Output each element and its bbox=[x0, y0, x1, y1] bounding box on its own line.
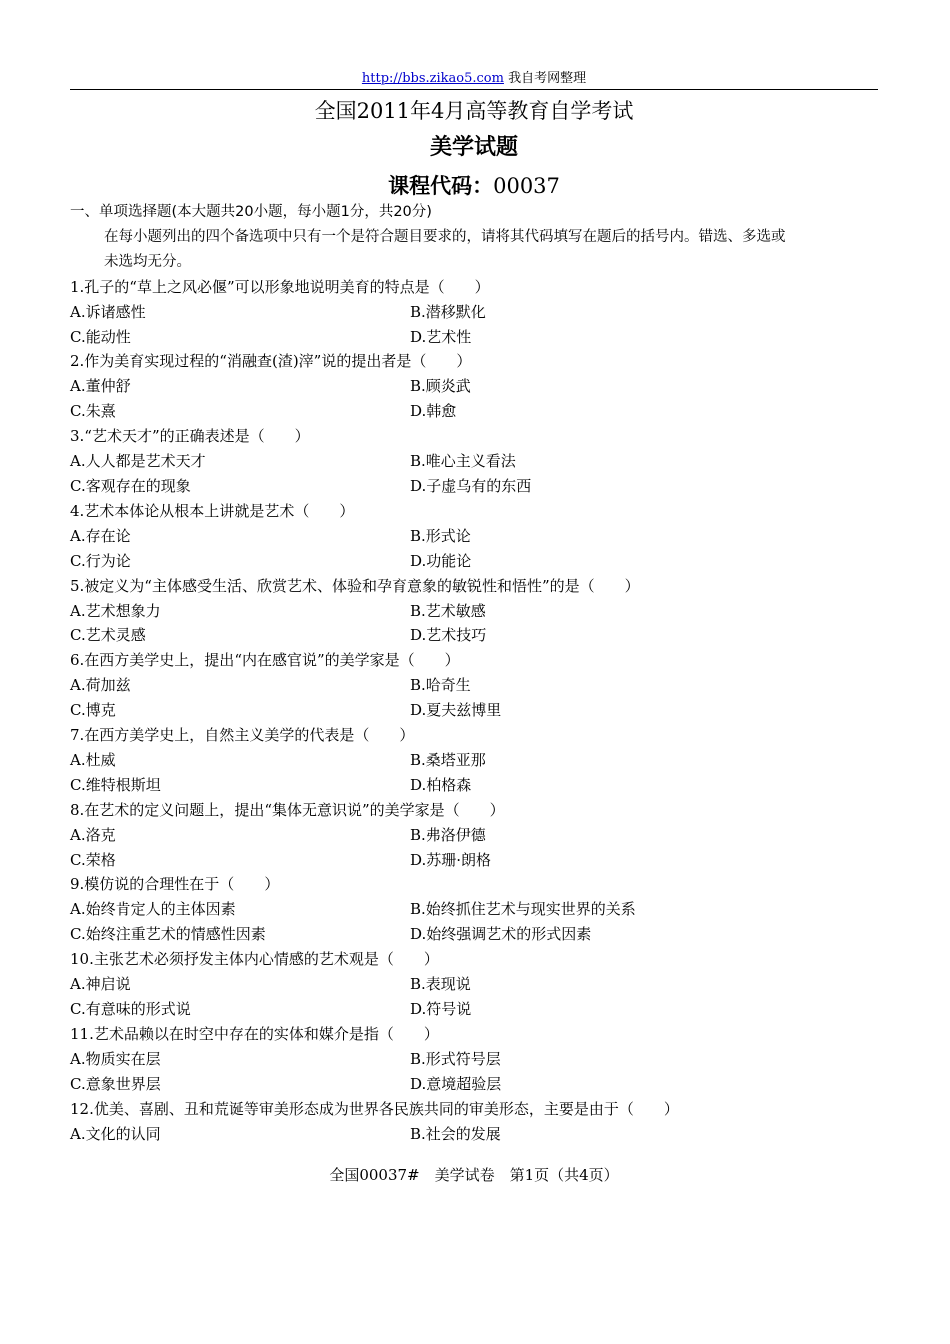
option-a: A.洛克 bbox=[70, 825, 116, 844]
course-code-label: 课程代码： bbox=[388, 174, 494, 198]
option-row bbox=[70, 325, 880, 350]
option-row bbox=[70, 374, 880, 399]
exam-title: 全国2011年4月高等教育自学考试 bbox=[314, 99, 634, 123]
question-section bbox=[70, 200, 880, 1146]
question-stem: 11.艺术品赖以在时空中存在的实体和媒介是指（ ） bbox=[70, 1024, 439, 1043]
option-b: B.哈奇生 bbox=[410, 676, 471, 695]
question-stem: 4.艺术本体论从根本上讲就是艺术（ ） bbox=[70, 501, 355, 520]
option-row bbox=[70, 997, 880, 1022]
option-row bbox=[70, 1047, 880, 1072]
option-row bbox=[70, 549, 880, 574]
option-c: C.朱熹 bbox=[70, 402, 116, 421]
option-c: C.有意味的形式说 bbox=[70, 1000, 191, 1018]
section-instruction-line2: 未选均无分。 bbox=[104, 253, 191, 270]
page-footer: 全国00037# 美学试卷 第1页（共4页） bbox=[329, 1166, 619, 1184]
page-header bbox=[70, 70, 878, 88]
question-stem: 5.被定义为“主体感受生活、欣赏艺术、体验和孕育意象的敏锐性和悟性”的是（ ） bbox=[70, 576, 640, 595]
subject-title: 美学试题 bbox=[429, 135, 518, 160]
option-d: D.艺术性 bbox=[410, 327, 472, 346]
option-a: A.物质实在层 bbox=[70, 1049, 161, 1068]
source-link[interactable]: http://bbs.zikao5.com bbox=[361, 71, 504, 86]
option-row bbox=[70, 524, 880, 549]
option-row bbox=[70, 599, 880, 624]
option-row bbox=[70, 673, 880, 698]
option-c: C.客观存在的现象 bbox=[70, 476, 191, 495]
course-code-value: 00037 bbox=[493, 174, 560, 198]
option-d: D.韩愈 bbox=[410, 402, 457, 421]
option-row bbox=[70, 300, 880, 325]
option-d: D.符号说 bbox=[410, 1000, 472, 1018]
option-b: B.艺术敏感 bbox=[410, 601, 486, 620]
option-c: C.艺术灵感 bbox=[70, 626, 146, 645]
option-a: A.艺术想象力 bbox=[70, 601, 161, 620]
option-c: C.荣格 bbox=[70, 850, 116, 869]
option-a: A.荷加兹 bbox=[70, 676, 131, 695]
option-row bbox=[70, 972, 880, 997]
section-instruction-line1: 在每小题列出的四个备选项中只有一个是符合题目要求的，请将其代码填写在题后的括号内。错选、多选或 bbox=[104, 228, 786, 245]
option-d: D.功能论 bbox=[410, 551, 472, 570]
option-row bbox=[70, 449, 880, 474]
option-c: C.始终注重艺术的情感性因素 bbox=[70, 925, 266, 944]
question-stem: 2.作为美育实现过程的“消融查(渣)滓”说的提出者是（ ） bbox=[70, 352, 472, 371]
option-d: D.始终强调艺术的形式因素 bbox=[410, 925, 592, 944]
question-stem: 1.孔子的“草上之风必偃”可以形象地说明美育的特点是（ ） bbox=[70, 277, 490, 296]
question-stem: 10.主张艺术必须抒发主体内心情感的艺术观是（ ） bbox=[70, 950, 439, 969]
option-row bbox=[70, 1072, 880, 1097]
option-a: A.神启说 bbox=[70, 975, 131, 994]
option-d: D.艺术技巧 bbox=[410, 626, 487, 645]
option-b: B.表现说 bbox=[410, 975, 471, 994]
question-stem: 6.在西方美学史上，提出“内在感官说”的美学家是（ ） bbox=[70, 651, 460, 670]
option-a: A.人人都是艺术天才 bbox=[70, 452, 206, 471]
option-a: A.始终肯定人的主体因素 bbox=[70, 900, 236, 919]
course-code bbox=[70, 172, 878, 200]
option-row bbox=[70, 698, 880, 723]
option-row bbox=[70, 773, 880, 798]
option-b: B.社会的发展 bbox=[410, 1124, 501, 1143]
option-row bbox=[70, 399, 880, 424]
option-row bbox=[70, 748, 880, 773]
option-b: B.唯心主义看法 bbox=[410, 452, 516, 471]
question-stem: 12.优美、喜剧、丑和荒诞等审美形态成为世界各民族共同的审美形态，主要是由于（ ） bbox=[70, 1099, 679, 1118]
option-b: B.顾炎武 bbox=[410, 377, 471, 396]
option-c: C.博克 bbox=[70, 701, 116, 720]
option-b: B.形式符号层 bbox=[410, 1049, 501, 1068]
option-d: D.子虚乌有的东西 bbox=[410, 476, 532, 495]
option-c: C.意象世界层 bbox=[70, 1074, 161, 1093]
option-a: A.存在论 bbox=[70, 526, 131, 545]
option-b: B.形式论 bbox=[410, 526, 471, 545]
option-c: C.能动性 bbox=[70, 327, 131, 346]
section-title: 一、单项选择题(本大题共20小题，每小题1分，共20分) bbox=[70, 204, 432, 220]
option-c: C.行为论 bbox=[70, 551, 131, 570]
option-a: A.文化的认同 bbox=[70, 1124, 161, 1143]
option-a: A.董仲舒 bbox=[70, 377, 131, 396]
source-org: 我自考网整理 bbox=[508, 71, 587, 86]
option-row bbox=[70, 922, 880, 947]
question-stem: 8.在艺术的定义问题上，提出“集体无意识说”的美学家是（ ） bbox=[70, 800, 505, 819]
option-d: D.柏格森 bbox=[410, 775, 472, 794]
option-row bbox=[70, 623, 880, 648]
option-row bbox=[70, 823, 880, 848]
header-divider bbox=[70, 89, 878, 90]
option-a: A.诉诸感性 bbox=[70, 302, 146, 321]
question-stem: 3.“艺术天才”的正确表述是（ ） bbox=[70, 427, 310, 446]
option-row bbox=[70, 897, 880, 922]
option-b: B.桑塔亚那 bbox=[410, 750, 486, 769]
option-row bbox=[70, 848, 880, 873]
option-row bbox=[70, 474, 880, 499]
option-c: C.维特根斯坦 bbox=[70, 775, 161, 794]
question-stem: 7.在西方美学史上，自然主义美学的代表是（ ） bbox=[70, 726, 415, 745]
option-d: D.苏珊·朗格 bbox=[410, 850, 492, 869]
option-b: B.始终抓住艺术与现实世界的关系 bbox=[410, 900, 636, 919]
option-d: D.夏夫兹博里 bbox=[410, 701, 502, 720]
option-d: D.意境超验层 bbox=[410, 1074, 502, 1093]
option-b: B.潜移默化 bbox=[410, 302, 486, 321]
option-a: A.杜威 bbox=[70, 750, 116, 769]
option-b: B.弗洛伊德 bbox=[410, 825, 486, 844]
option-row bbox=[70, 1122, 880, 1147]
question-stem: 9.模仿说的合理性在于（ ） bbox=[70, 875, 280, 894]
